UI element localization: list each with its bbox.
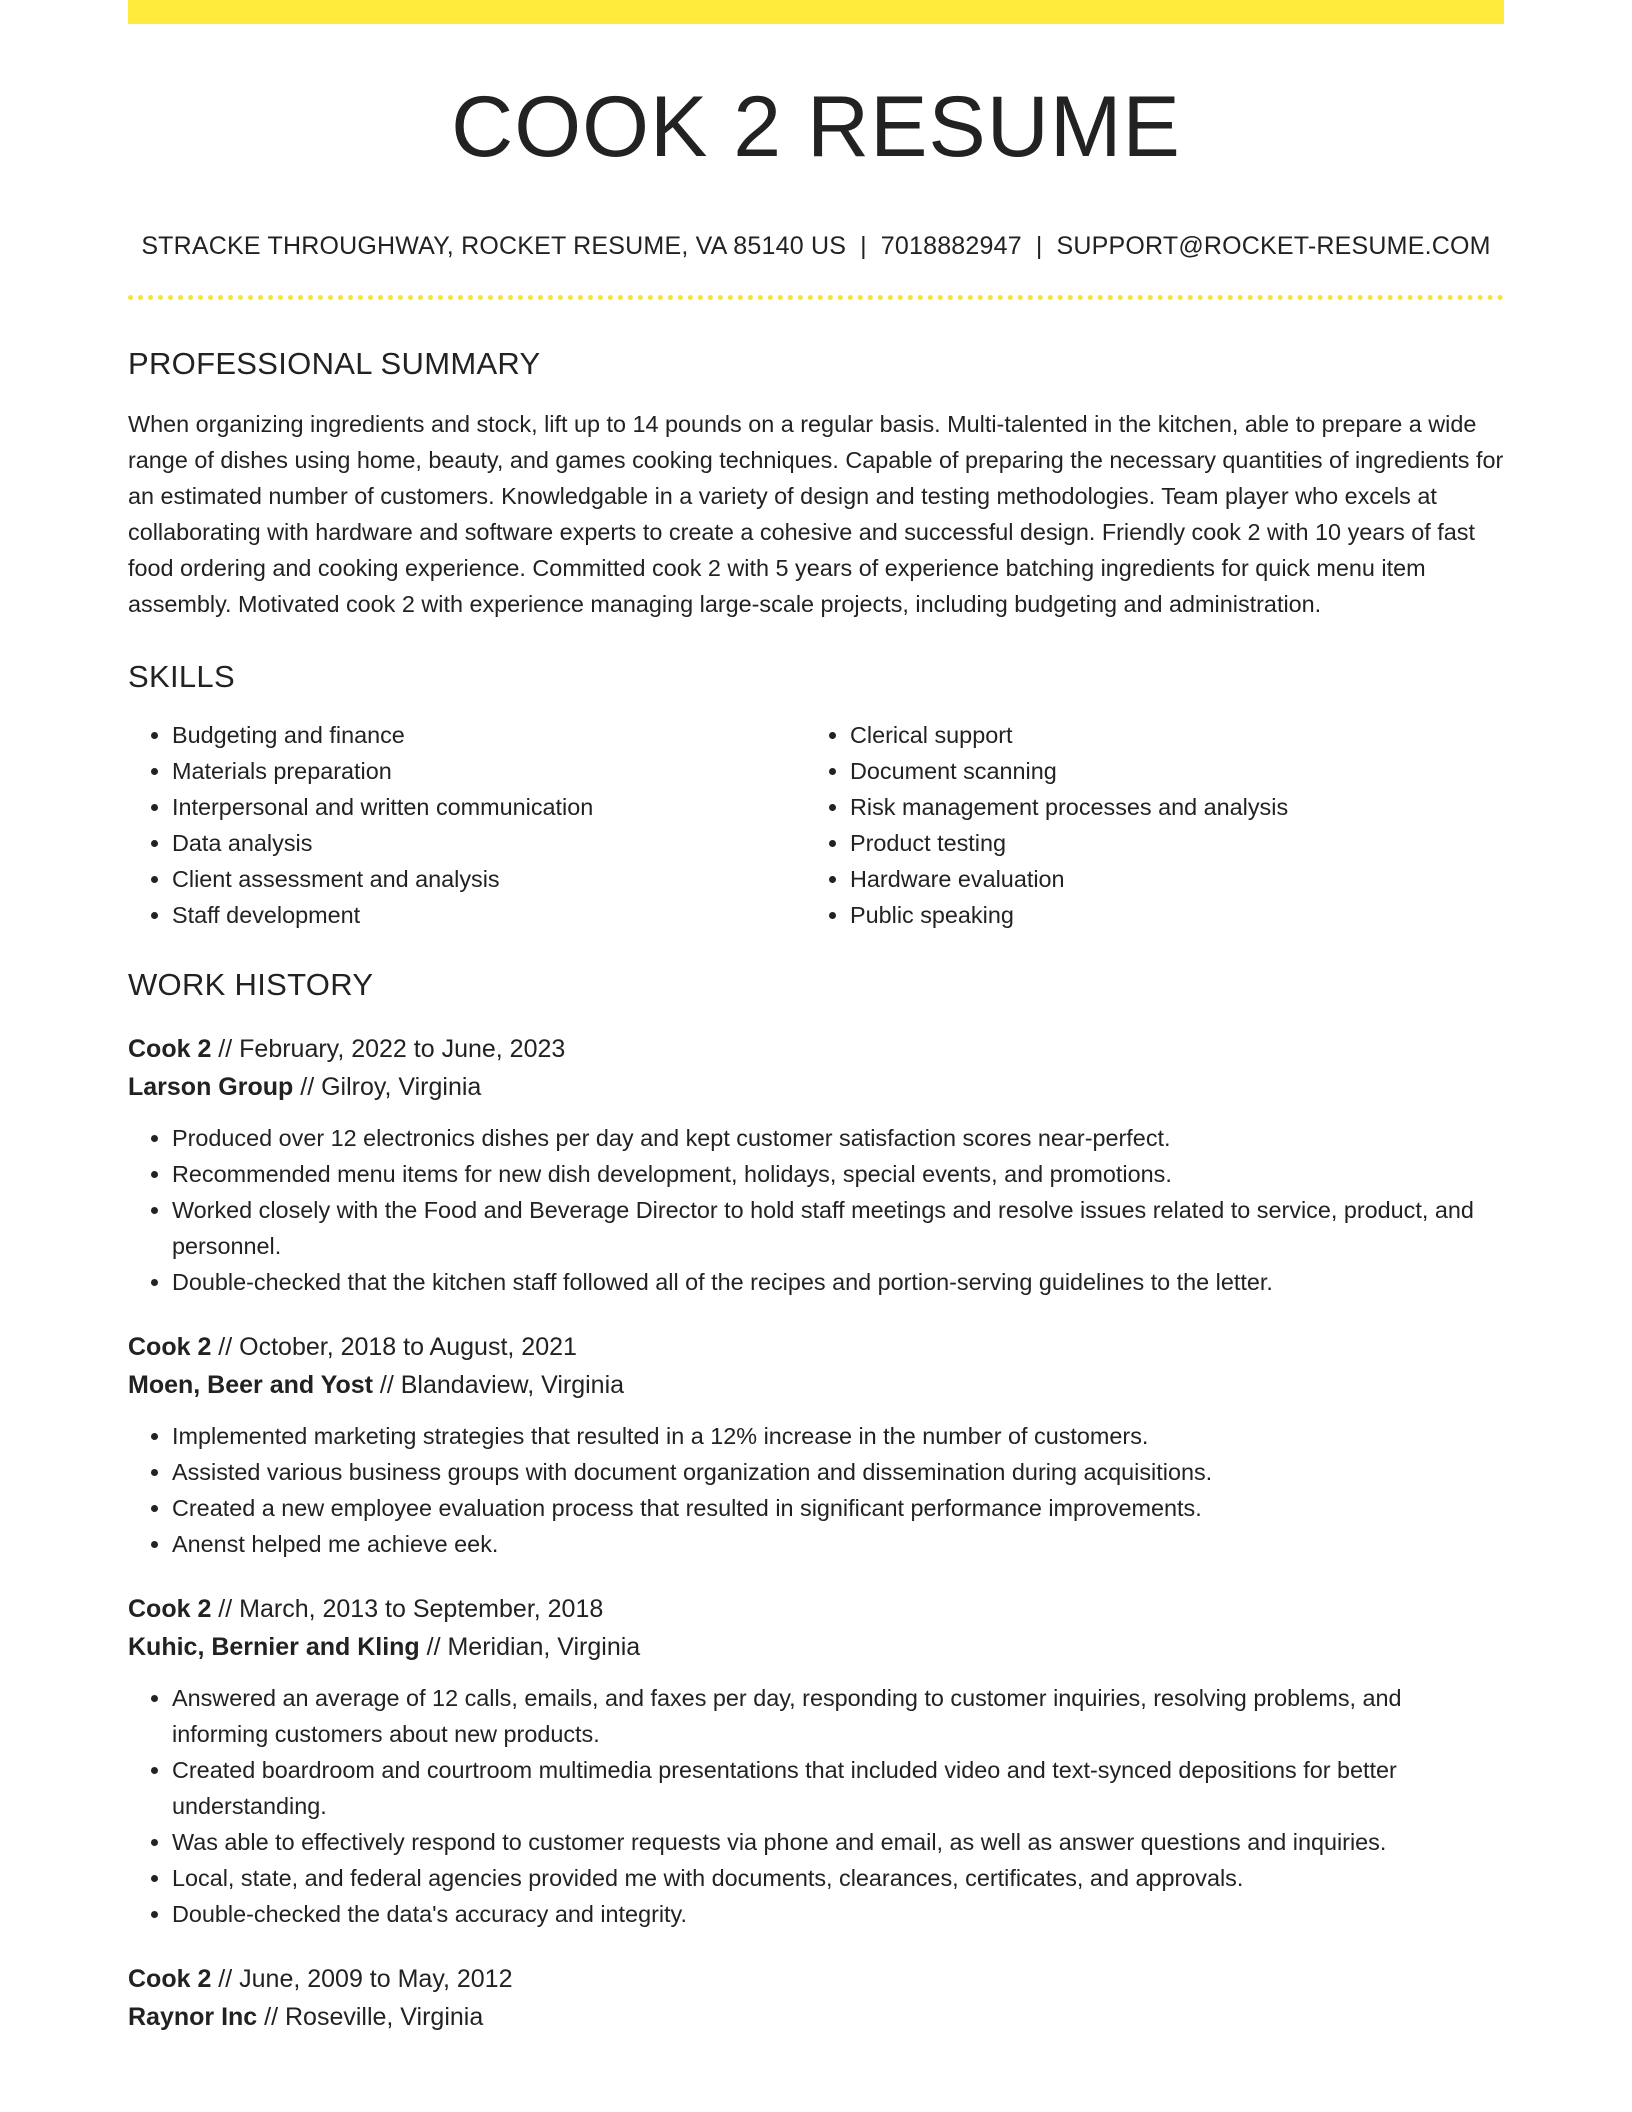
job-location: // Meridian, Virginia xyxy=(419,1633,641,1662)
job-entry xyxy=(128,1328,1504,1562)
job-bullets xyxy=(128,1680,1504,1932)
job-bullet: • Local, state, and federal agencies provided me with documents, clearances, certificates, and approvals. xyxy=(172,1860,1504,1896)
summary-heading: PROFESSIONAL SUMMARY xyxy=(128,346,541,382)
skill-item: • Document scanning xyxy=(850,753,1484,789)
job-company-line xyxy=(128,1366,1504,1404)
job-company-line xyxy=(128,1068,1504,1106)
job-dates: // February, 2022 to June, 2023 xyxy=(211,1035,566,1064)
skills-left-list xyxy=(128,717,806,933)
job-entry xyxy=(128,1590,1504,1932)
job-bullet: • Answered an average of 12 calls, emails, and faxes per day, responding to customer inquiries, resolving problems, and informing customers about new products. xyxy=(172,1680,1504,1752)
contact-separator: | xyxy=(860,232,867,261)
job-company: Raynor Inc xyxy=(128,2003,258,2032)
skills-right-list xyxy=(806,717,1484,933)
job-bullet: • Anenst helped me achieve eek. xyxy=(172,1526,1504,1562)
contact-email: SUPPORT@ROCKET-RESUME.COM xyxy=(1056,232,1491,261)
job-bullet: • Created a new employee evaluation process that resulted in significant performance improvements. xyxy=(172,1490,1504,1526)
job-company-line xyxy=(128,1998,1504,2036)
job-entry xyxy=(128,1030,1504,1300)
summary-text: When organizing ingredients and stock, lift up to 14 pounds on a regular basis. Multi-talented in the kitchen, able to prepare a wide range of dishes using home, beauty, and games cooking techniques. Capable of preparing the necessary quantities of ingredients for an estimated number of customers. Knowledgable in a variety of design and testing methodologies. Team player who excels at collaborating with hardware and software experts to create a cohesive and successful design. Friendly cook 2 with 10 years of fast food ordering and cooking experience. Committed cook 2 with 5 years of experience batching ingredients for quick menu item assembly. Motivated cook 2 with experience managing large-scale projects, including budgeting and administration. xyxy=(128,411,1504,618)
job-dates: // October, 2018 to August, 2021 xyxy=(211,1333,577,1362)
dotted-divider xyxy=(128,295,1504,300)
skill-item: • Hardware evaluation xyxy=(850,861,1484,897)
resume-page xyxy=(128,0,1504,2036)
job-dates: // March, 2013 to September, 2018 xyxy=(211,1595,604,1624)
job-company-line xyxy=(128,1628,1504,1666)
skill-item: • Data analysis xyxy=(172,825,806,861)
job-dates: // June, 2009 to May, 2012 xyxy=(211,1965,513,1994)
job-title: Cook 2 xyxy=(128,1333,212,1362)
job-company: Larson Group xyxy=(128,1073,294,1102)
skill-item: • Budgeting and finance xyxy=(172,717,806,753)
job-company: Moen, Beer and Yost xyxy=(128,1371,373,1400)
job-title-line xyxy=(128,1960,1504,1998)
resume-title: COOK 2 RESUME xyxy=(451,79,1181,175)
job-location: // Gilroy, Virginia xyxy=(293,1073,482,1102)
job-bullet: • Worked closely with the Food and Beverage Director to hold staff meetings and resolve issues related to service, product, and personnel. xyxy=(172,1192,1504,1264)
job-bullet: • Implemented marketing strategies that resulted in a 12% increase in the number of customers. xyxy=(172,1418,1504,1454)
job-title: Cook 2 xyxy=(128,1595,212,1624)
job-entry xyxy=(128,1960,1504,2036)
job-title: Cook 2 xyxy=(128,1965,212,1994)
job-bullet: • Recommended menu items for new dish development, holidays, special events, and promotions. xyxy=(172,1156,1504,1192)
skill-item: • Client assessment and analysis xyxy=(172,861,806,897)
skill-item: • Product testing xyxy=(850,825,1484,861)
job-location: // Blandaview, Virginia xyxy=(372,1371,625,1400)
skill-item: • Interpersonal and written communication xyxy=(172,789,806,825)
skill-item: • Staff development xyxy=(172,897,806,933)
job-bullet: • Created boardroom and courtroom multimedia presentations that included video and text-synced depositions for better understanding. xyxy=(172,1752,1504,1824)
job-bullet: • Assisted various business groups with document organization and dissemination during acquisitions. xyxy=(172,1454,1504,1490)
job-title: Cook 2 xyxy=(128,1035,212,1064)
job-title-line xyxy=(128,1590,1504,1628)
job-bullet: • Double-checked the data's accuracy and integrity. xyxy=(172,1896,1504,1932)
contact-line xyxy=(128,232,1504,261)
skill-item: • Public speaking xyxy=(850,897,1484,933)
contact-separator: | xyxy=(1035,232,1043,261)
skills-grid xyxy=(128,717,1504,933)
job-company: Kuhic, Bernier and Kling xyxy=(128,1633,420,1662)
skill-item: • Risk management processes and analysis xyxy=(850,789,1484,825)
job-title-line xyxy=(128,1328,1504,1366)
skills-heading: SKILLS xyxy=(128,659,235,695)
job-bullet: • Double-checked that the kitchen staff followed all of the recipes and portion-serving guidelines to the letter. xyxy=(172,1264,1504,1300)
skill-item: • Clerical support xyxy=(850,717,1484,753)
job-bullet: • Was able to effectively respond to customer requests via phone and email, as well as answer questions and inquiries. xyxy=(172,1824,1504,1860)
job-location: // Roseville, Virginia xyxy=(257,2003,484,2032)
skill-item: • Materials preparation xyxy=(172,753,806,789)
work-history-heading: WORK HISTORY xyxy=(128,967,374,1003)
contact-phone: 7018882947 xyxy=(880,232,1022,261)
job-bullets xyxy=(128,1120,1504,1300)
job-bullet: • Produced over 12 electronics dishes per day and kept customer satisfaction scores near-perfect. xyxy=(172,1120,1504,1156)
contact-address: STRACKE THROUGHWAY, ROCKET RESUME, VA 85140 US xyxy=(141,232,847,261)
accent-top-bar xyxy=(128,0,1504,24)
job-bullets xyxy=(128,1418,1504,1562)
job-title-line xyxy=(128,1030,1504,1068)
